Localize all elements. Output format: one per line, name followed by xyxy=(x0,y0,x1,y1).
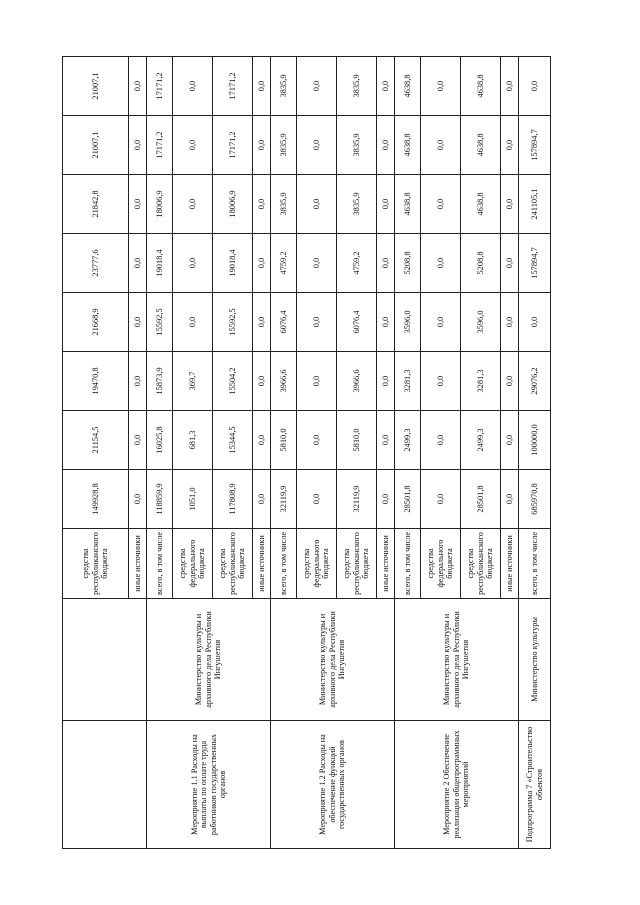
amount-cell: 3281,3 xyxy=(461,352,501,411)
amount-cell: 3835,9 xyxy=(337,57,377,116)
amount-cell: 21668,9 xyxy=(63,293,129,352)
amount-cell: 0,0 xyxy=(501,352,519,411)
amount-cell: 0,0 xyxy=(297,411,337,470)
amount-cell: 3596,0 xyxy=(395,293,421,352)
amount-cell: 0,0 xyxy=(297,352,337,411)
table-row xyxy=(271,57,297,849)
amount-cell: 0,0 xyxy=(421,175,461,234)
amount-cell: 0,0 xyxy=(129,57,147,116)
amount-cell: 4638,8 xyxy=(461,116,501,175)
amount-cell: 3281,3 xyxy=(395,352,421,411)
amount-cell: 0,0 xyxy=(297,234,337,293)
amount-cell: 3835,9 xyxy=(337,116,377,175)
amount-cell: 0,0 xyxy=(421,411,461,470)
amount-cell: 0,0 xyxy=(297,470,337,529)
amount-cell: 0,0 xyxy=(129,470,147,529)
funding-source-cell: всего, в том числе xyxy=(271,529,297,599)
responsible-executor-cell: Министерство культуры и архивного дела Республики Ингушетия xyxy=(271,599,395,721)
amount-cell: 0,0 xyxy=(129,293,147,352)
amount-cell: 28501,8 xyxy=(395,470,421,529)
amount-cell: 0,0 xyxy=(253,293,271,352)
amount-cell: 32119,9 xyxy=(337,470,377,529)
event-name-cell: Мероприятие 2 Обеспечение реализации общепрограммных мероприятий xyxy=(395,721,519,849)
funding-source-cell: всего, в том числе xyxy=(395,529,421,599)
amount-cell: 157894,7 xyxy=(519,234,551,293)
amount-cell: 0,0 xyxy=(421,57,461,116)
amount-cell: 32119,9 xyxy=(271,470,297,529)
amount-cell: 4638,8 xyxy=(461,57,501,116)
amount-cell: 0,0 xyxy=(253,175,271,234)
amount-cell: 0,0 xyxy=(297,57,337,116)
amount-cell: 0,0 xyxy=(173,293,213,352)
amount-cell: 18006,9 xyxy=(147,175,173,234)
amount-cell: 3835,9 xyxy=(337,175,377,234)
amount-cell: 0,0 xyxy=(129,116,147,175)
amount-cell: 0,0 xyxy=(253,116,271,175)
amount-cell: 4759,2 xyxy=(271,234,297,293)
amount-cell: 6076,4 xyxy=(337,293,377,352)
amount-cell: 0,0 xyxy=(519,57,551,116)
amount-cell: 0,0 xyxy=(501,411,519,470)
funding-source-cell: средства республиканского бюджета xyxy=(461,529,501,599)
amount-cell: 19018,4 xyxy=(213,234,253,293)
funding-source-cell: средства республиканского бюджета xyxy=(63,529,129,599)
amount-cell: 0,0 xyxy=(501,470,519,529)
table-row xyxy=(395,57,421,849)
amount-cell: 0,0 xyxy=(297,175,337,234)
amount-cell: 5208,8 xyxy=(461,234,501,293)
amount-cell: 15592,5 xyxy=(213,293,253,352)
funding-source-cell: всего, в том числе xyxy=(147,529,173,599)
amount-cell: 0,0 xyxy=(421,116,461,175)
amount-cell: 0,0 xyxy=(253,411,271,470)
amount-cell: 4638,8 xyxy=(395,175,421,234)
amount-cell: 3835,9 xyxy=(271,116,297,175)
table-row xyxy=(519,57,551,849)
funding-source-cell: иные источники xyxy=(501,529,519,599)
funding-source-cell: иные источники xyxy=(129,529,147,599)
amount-cell: 0,0 xyxy=(173,175,213,234)
event-name-cell xyxy=(63,721,147,849)
event-name-cell: Мероприятие 1.2 Расходы на обеспечение функций государственных органов xyxy=(271,721,395,849)
amount-cell: 0,0 xyxy=(377,352,395,411)
amount-cell: 3596,0 xyxy=(461,293,501,352)
amount-cell: 15592,5 xyxy=(147,293,173,352)
amount-cell: 5810,0 xyxy=(337,411,377,470)
amount-cell: 0,0 xyxy=(377,175,395,234)
amount-cell: 0,0 xyxy=(421,470,461,529)
amount-cell: 0,0 xyxy=(253,352,271,411)
funding-source-cell: средства республиканского бюджета xyxy=(213,529,253,599)
funding-source-cell: средства федерального бюджета xyxy=(421,529,461,599)
responsible-executor-cell xyxy=(63,599,147,721)
amount-cell: 18006,9 xyxy=(213,175,253,234)
amount-cell: 21007,1 xyxy=(63,116,129,175)
amount-cell: 241105,1 xyxy=(519,175,551,234)
amount-cell: 23777,6 xyxy=(63,234,129,293)
amount-cell: 681,3 xyxy=(173,411,213,470)
table-body xyxy=(63,57,551,849)
amount-cell: 0,0 xyxy=(377,234,395,293)
amount-cell: 0,0 xyxy=(421,234,461,293)
amount-cell: 19018,4 xyxy=(147,234,173,293)
amount-cell: 0,0 xyxy=(173,234,213,293)
amount-cell: 5810,0 xyxy=(271,411,297,470)
amount-cell: 17171,2 xyxy=(147,57,173,116)
amount-cell: 16025,8 xyxy=(147,411,173,470)
amount-cell: 0,0 xyxy=(377,293,395,352)
table-row xyxy=(147,57,173,849)
amount-cell: 21154,5 xyxy=(63,411,129,470)
amount-cell: 2499,3 xyxy=(461,411,501,470)
amount-cell: 0,0 xyxy=(421,352,461,411)
funding-source-cell: средства республиканского бюджета xyxy=(337,529,377,599)
amount-cell: 0,0 xyxy=(501,116,519,175)
amount-cell: 2499,3 xyxy=(395,411,421,470)
funding-source-cell: иные источники xyxy=(253,529,271,599)
amount-cell: 149928,8 xyxy=(63,470,129,529)
amount-cell: 21007,1 xyxy=(63,57,129,116)
responsible-executor-cell: Министерство культуры и архивного дела Республики Ингушетия xyxy=(395,599,519,721)
amount-cell: 3966,6 xyxy=(337,352,377,411)
amount-cell: 0,0 xyxy=(129,234,147,293)
amount-cell: 15504,2 xyxy=(213,352,253,411)
amount-cell: 685970,8 xyxy=(519,470,551,529)
amount-cell: 0,0 xyxy=(421,293,461,352)
amount-cell: 0,0 xyxy=(129,352,147,411)
amount-cell: 0,0 xyxy=(501,234,519,293)
amount-cell: 117808,9 xyxy=(213,470,253,529)
event-name-cell: Мероприятие 1.1 Расходы на выплаты по оплате труда работников государственных органов xyxy=(147,721,271,849)
amount-cell: 28501,8 xyxy=(461,470,501,529)
amount-cell: 3966,6 xyxy=(271,352,297,411)
amount-cell: 0,0 xyxy=(173,116,213,175)
amount-cell: 15873,9 xyxy=(147,352,173,411)
amount-cell: 5208,8 xyxy=(395,234,421,293)
amount-cell: 0,0 xyxy=(501,57,519,116)
responsible-executor-cell: Министерство культуры xyxy=(519,599,551,721)
funding-source-cell: всего, в том числе xyxy=(519,529,551,599)
amount-cell: 29076,2 xyxy=(519,352,551,411)
amount-cell: 4638,8 xyxy=(461,175,501,234)
event-name-cell: Подпрограмма 7 «Строительство объектов xyxy=(519,721,551,849)
amount-cell: 6076,4 xyxy=(271,293,297,352)
amount-cell: 3835,9 xyxy=(271,175,297,234)
table-row xyxy=(63,57,129,849)
amount-cell: 0,0 xyxy=(129,175,147,234)
amount-cell: 1051,0 xyxy=(173,470,213,529)
amount-cell: 118859,9 xyxy=(147,470,173,529)
funding-source-cell: иные источники xyxy=(377,529,395,599)
amount-cell: 0,0 xyxy=(377,411,395,470)
amount-cell: 17171,2 xyxy=(147,116,173,175)
amount-cell: 21842,8 xyxy=(63,175,129,234)
amount-cell: 0,0 xyxy=(501,175,519,234)
amount-cell: 0,0 xyxy=(253,57,271,116)
amount-cell: 0,0 xyxy=(297,293,337,352)
budget-table xyxy=(62,56,551,849)
amount-cell: 0,0 xyxy=(173,57,213,116)
amount-cell: 0,0 xyxy=(377,470,395,529)
amount-cell: 0,0 xyxy=(501,293,519,352)
amount-cell: 15344,5 xyxy=(213,411,253,470)
amount-cell: 17171,2 xyxy=(213,57,253,116)
amount-cell: 3835,9 xyxy=(271,57,297,116)
amount-cell: 4638,8 xyxy=(395,116,421,175)
amount-cell: 0,0 xyxy=(253,234,271,293)
amount-cell: 0,0 xyxy=(253,470,271,529)
amount-cell: 0,0 xyxy=(377,116,395,175)
amount-cell: 100000,0 xyxy=(519,411,551,470)
amount-cell: 0,0 xyxy=(297,116,337,175)
amount-cell: 0,0 xyxy=(519,293,551,352)
amount-cell: 19470,8 xyxy=(63,352,129,411)
amount-cell: 4638,8 xyxy=(395,57,421,116)
funding-source-cell: средства федерального бюджета xyxy=(297,529,337,599)
amount-cell: 0,0 xyxy=(129,411,147,470)
amount-cell: 17171,2 xyxy=(213,116,253,175)
responsible-executor-cell: Министерство культуры и архивного дела Республики Ингушетия xyxy=(147,599,271,721)
amount-cell: 0,0 xyxy=(377,57,395,116)
funding-source-cell: средства федерального бюджета xyxy=(173,529,213,599)
amount-cell: 4759,2 xyxy=(337,234,377,293)
amount-cell: 369,7 xyxy=(173,352,213,411)
amount-cell: 157894,7 xyxy=(519,116,551,175)
